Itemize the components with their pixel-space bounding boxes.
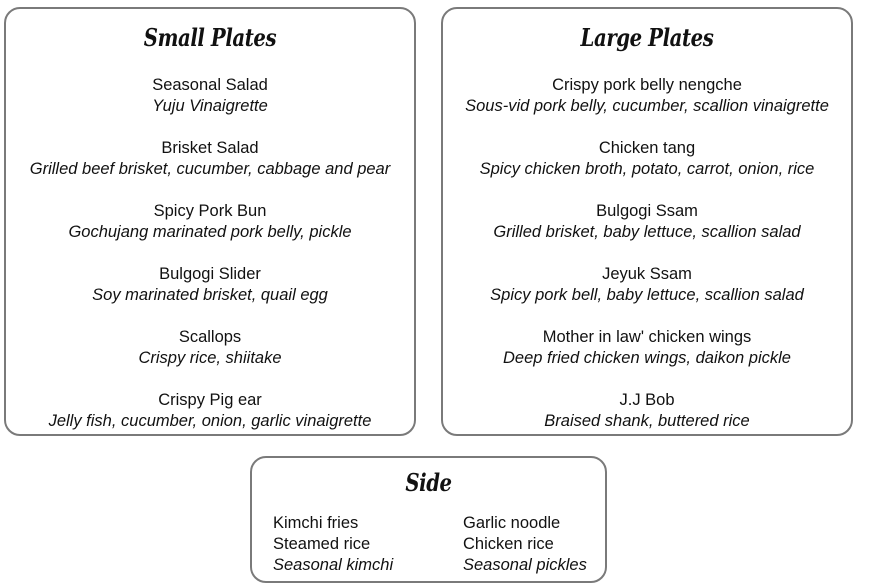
menu-item-description: Sous-vid pork belly, cucumber, scallion vinaigrette <box>465 97 829 115</box>
menu-item-name: Crispy Pig ear <box>158 391 262 409</box>
menu-item <box>6 75 414 138</box>
menu-item-description: Yuju Vinaigrette <box>152 97 268 115</box>
large-plates-panel <box>441 7 853 436</box>
menu-item-description: Grilled beef brisket, cucumber, cabbage and pear <box>29 160 391 178</box>
menu-item <box>6 264 414 327</box>
side-item: Chicken rice <box>463 535 554 553</box>
menu-item <box>6 138 414 201</box>
menu-item-description: Jelly fish, cucumber, onion, garlic vinaigrette <box>48 412 372 430</box>
menu-item-name: Brisket Salad <box>161 139 259 157</box>
menu-item-description: Deep fried chicken wings, daikon pickle <box>503 349 791 367</box>
menu-item-name: Bulgogi Ssam <box>596 202 698 220</box>
small-plates-list <box>6 75 414 453</box>
menu-item-description: Grilled brisket, baby lettuce, scallion salad <box>493 223 801 241</box>
menu-item-name: Bulgogi Slider <box>159 265 261 283</box>
menu-item <box>443 264 851 327</box>
menu-item-name: Jeyuk Ssam <box>602 265 692 283</box>
side-list-right <box>463 513 587 576</box>
menu-item-description: Braised shank, buttered rice <box>544 412 750 430</box>
side-item: Garlic noodle <box>463 514 561 532</box>
side-title: Side <box>405 468 452 497</box>
menu-item <box>443 75 851 138</box>
menu-item-name: Scallops <box>178 328 242 346</box>
menu-item-name: Crispy pork belly nengche <box>552 76 742 94</box>
menu-item-description: Gochujang marinated pork belly, pickle <box>68 223 352 241</box>
large-plates-list <box>443 75 851 453</box>
menu-item <box>443 327 851 390</box>
menu-item-name: J.J Bob <box>619 391 675 409</box>
menu-item-name: Spicy Pork Bun <box>153 202 267 220</box>
menu-item <box>443 138 851 201</box>
menu-item <box>6 201 414 264</box>
side-item: Seasonal kimchi <box>273 556 394 574</box>
menu-item-name: Seasonal Salad <box>152 76 268 94</box>
menu-item-name: Mother in law' chicken wings <box>542 328 752 346</box>
side-panel <box>250 456 607 583</box>
side-list-left <box>273 513 393 576</box>
side-item: Steamed rice <box>273 535 371 553</box>
menu-item <box>443 201 851 264</box>
menu-item-description: Spicy pork bell, baby lettuce, scallion salad <box>490 286 804 304</box>
side-item: Kimchi fries <box>273 514 359 532</box>
menu-item-description: Spicy chicken broth, potato, carrot, onion, rice <box>479 160 815 178</box>
side-item: Seasonal pickles <box>463 556 587 574</box>
menu-item-name: Chicken tang <box>598 139 696 157</box>
menu-item <box>6 390 414 453</box>
small-plates-panel <box>4 7 416 436</box>
menu-item <box>443 390 851 453</box>
small-plates-title: Small Plates <box>143 23 277 52</box>
large-plates-title: Large Plates <box>580 23 714 52</box>
menu-item-description: Crispy rice, shiitake <box>138 349 282 367</box>
menu-item-description: Soy marinated brisket, quail egg <box>92 286 328 304</box>
menu-item <box>6 327 414 390</box>
